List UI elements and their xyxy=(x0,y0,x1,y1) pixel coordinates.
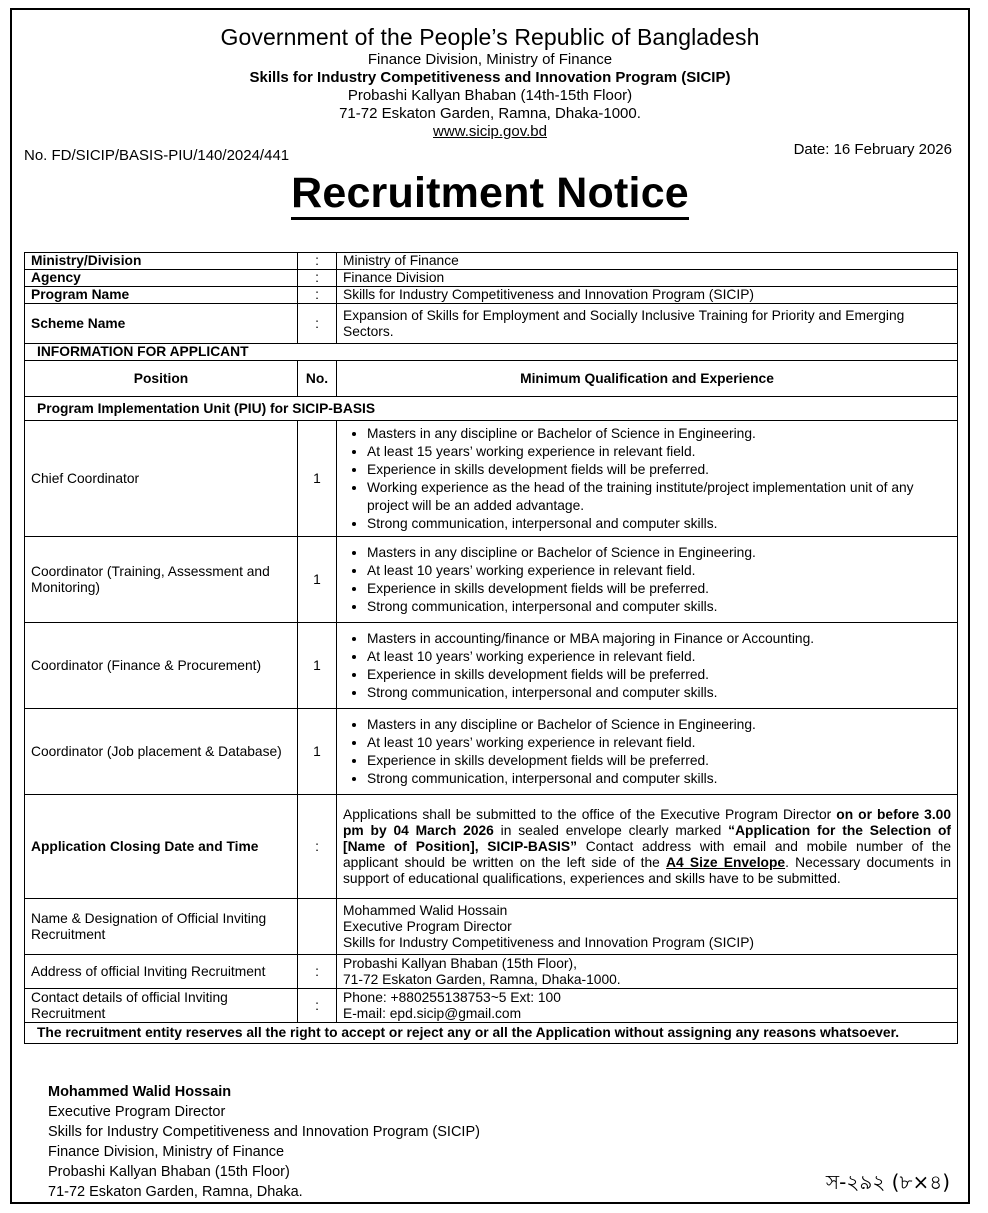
colon: : xyxy=(298,270,337,287)
colon: : xyxy=(298,955,337,989)
notice-page xyxy=(10,8,970,1204)
table-row xyxy=(25,1023,958,1044)
scheme-value: Expansion of Skills for Employment and Socially Inclusive Training for Priority and Emerging Sectors. xyxy=(337,304,958,344)
division-line: Finance Division, Ministry of Finance xyxy=(367,51,613,68)
colon: : xyxy=(298,795,337,899)
position-row xyxy=(25,623,958,709)
signatory-building: Probashi Kallyan Bhaban (15th Floor) xyxy=(48,1164,290,1180)
address-line: 71-72 Eskaton Garden, Ramna, Dhaka-1000. xyxy=(343,971,621,987)
position-count: 1 xyxy=(298,421,337,537)
qualification-item: • Experience in skills development fields will be preferred. xyxy=(367,666,951,684)
table-row xyxy=(25,361,958,397)
colon: : xyxy=(298,253,337,270)
signatory-address: 71-72 Eskaton Garden, Ramna, Dhaka. xyxy=(48,1184,303,1200)
empty-cell xyxy=(298,899,337,955)
table-row xyxy=(25,989,958,1023)
table-row xyxy=(25,955,958,989)
position-row xyxy=(25,709,958,795)
position-count: 1 xyxy=(298,537,337,623)
notice-date: Date: 16 February 2026 xyxy=(793,141,952,158)
reference-number: No. FD/SICIP/BASIS-PIU/140/2024/441 xyxy=(24,147,290,164)
signatory-division: Finance Division, Ministry of Finance xyxy=(48,1144,285,1160)
address-label: Address of official Inviting Recruitment xyxy=(25,955,298,989)
contact-label: Contact details of official Inviting Recruitment xyxy=(25,989,298,1023)
table-row xyxy=(25,397,958,421)
page-title xyxy=(12,169,968,218)
signature-block xyxy=(48,1082,480,1202)
contact-details xyxy=(337,989,958,1023)
position-count: 1 xyxy=(298,623,337,709)
qualification-item: • At least 15 years’ working experience in relevant field. xyxy=(367,443,951,461)
closing-text-part: in sealed envelope clearly marked xyxy=(493,822,729,838)
envelope-size: A4 Size Envelope xyxy=(666,854,786,870)
qualification-item: • Masters in any discipline or Bachelor of Science in Engineering. xyxy=(367,544,951,562)
address-line: 71-72 Eskaton Garden, Ramna, Dhaka-1000. xyxy=(339,105,641,122)
column-header-no: No. xyxy=(298,361,337,397)
position-qualifications xyxy=(337,623,958,709)
closing-deadline: on or before 3.00 pm by 04 March 2026 xyxy=(343,806,952,838)
piu-heading: Program Implementation Unit (PIU) for SICIP-BASIS xyxy=(25,397,958,421)
ministry-value: Ministry of Finance xyxy=(337,253,958,270)
closing-text-part: Contact address with email and mobile number of the applicant should be written on the left side of the xyxy=(343,838,951,870)
signatory-name: Mohammed Walid Hossain xyxy=(48,1084,232,1100)
position-title: Coordinator (Finance & Procurement) xyxy=(25,623,298,709)
closing-text-part: Applications shall be submitted to the office of the Executive Program Director xyxy=(343,806,837,822)
position-count: 1 xyxy=(298,709,337,795)
table-row xyxy=(25,287,958,304)
table-row xyxy=(25,344,958,361)
address-details xyxy=(337,955,958,989)
official-program: Skills for Industry Competitiveness and Innovation Program (SICIP) xyxy=(343,934,755,950)
qualification-item: • Experience in skills development fields will be preferred. xyxy=(367,580,951,598)
ad-code: স-২৯২ (৮×৪) xyxy=(825,1170,950,1194)
qualification-item: • Working experience as the head of the training institute/project implementation unit of any project will be an added advantage. xyxy=(367,479,951,515)
government-title: Government of the People’s Republic of Bangladesh xyxy=(220,24,760,50)
qualification-item: • Masters in accounting/finance or MBA majoring in Finance or Accounting. xyxy=(367,630,951,648)
recruitment-table xyxy=(24,252,958,1044)
colon: : xyxy=(298,287,337,304)
contact-email[interactable]: E-mail: epd.sicip@gmail.com xyxy=(343,1005,522,1021)
qualification-item: • Masters in any discipline or Bachelor of Science in Engineering. xyxy=(367,425,951,443)
table-row xyxy=(25,899,958,955)
position-title: Coordinator (Training, Assessment and Monitoring) xyxy=(25,537,298,623)
closing-text-part: . Necessary documents in support of educational qualifications, experiences and skills have to be submitted. xyxy=(343,854,952,886)
closing-label: Application Closing Date and Time xyxy=(25,795,298,899)
website-link[interactable]: www.sicip.gov.bd xyxy=(433,123,547,140)
closing-text xyxy=(337,795,958,899)
column-header-position: Position xyxy=(25,361,298,397)
reservation-statement: The recruitment entity reserves all the right to accept or reject any or all the Application without assigning any reasons whatsoever. xyxy=(25,1023,958,1044)
colon: : xyxy=(298,304,337,344)
program-label: Program Name xyxy=(25,287,298,304)
qualification-item: • Strong communication, interpersonal and computer skills. xyxy=(367,598,951,616)
qualification-item: • At least 10 years’ working experience in relevant field. xyxy=(367,562,951,580)
position-qualifications xyxy=(337,709,958,795)
official-designation: Executive Program Director xyxy=(343,918,512,934)
qualification-item: • Experience in skills development fields will be preferred. xyxy=(367,461,951,479)
qualification-item: • Strong communication, interpersonal and computer skills. xyxy=(367,770,951,788)
table-row xyxy=(25,795,958,899)
official-label: Name & Designation of Official Inviting Recruitment xyxy=(25,899,298,955)
signatory-program: Skills for Industry Competitiveness and Innovation Program (SICIP) xyxy=(48,1124,480,1140)
position-row xyxy=(25,537,958,623)
ministry-label: Ministry/Division xyxy=(25,253,298,270)
scheme-label: Scheme Name xyxy=(25,304,298,344)
envelope-marking: “Application for the Selection of [Name of Position], SICIP-BASIS” xyxy=(343,822,951,854)
colon: : xyxy=(298,989,337,1023)
official-details xyxy=(337,899,958,955)
column-header-qualification: Minimum Qualification and Experience xyxy=(337,361,958,397)
qualification-item: • At least 10 years’ working experience in relevant field. xyxy=(367,648,951,666)
page-title-text: Recruitment Notice xyxy=(291,169,689,220)
qualification-item: • Experience in skills development fields will be preferred. xyxy=(367,752,951,770)
agency-label: Agency xyxy=(25,270,298,287)
address-line: Probashi Kallyan Bhaban (15th Floor), xyxy=(343,955,577,971)
reference-row xyxy=(12,141,968,163)
building-line: Probashi Kallyan Bhaban (14th-15th Floor) xyxy=(347,87,633,104)
official-name: Mohammed Walid Hossain xyxy=(343,902,508,918)
program-line: Skills for Industry Competitiveness and Innovation Program (SICIP) xyxy=(249,69,731,86)
program-value: Skills for Industry Competitiveness and Innovation Program (SICIP) xyxy=(337,287,958,304)
qualification-item: • At least 10 years’ working experience in relevant field. xyxy=(367,734,951,752)
table-row xyxy=(25,304,958,344)
position-qualifications xyxy=(337,421,958,537)
position-title: Chief Coordinator xyxy=(25,421,298,537)
table-row xyxy=(25,253,958,270)
position-qualifications xyxy=(337,537,958,623)
qualification-item: • Strong communication, interpersonal and computer skills. xyxy=(367,684,951,702)
signatory-designation: Executive Program Director xyxy=(48,1104,226,1120)
contact-phone: Phone: +880255138753~5 Ext: 100 xyxy=(343,989,561,1005)
position-row xyxy=(25,421,958,537)
applicant-heading: INFORMATION FOR APPLICANT xyxy=(25,344,958,361)
table-row xyxy=(25,270,958,287)
agency-value: Finance Division xyxy=(337,270,958,287)
qualification-item: • Strong communication, interpersonal and computer skills. xyxy=(367,515,951,533)
qualification-item: • Masters in any discipline or Bachelor of Science in Engineering. xyxy=(367,716,951,734)
letterhead xyxy=(12,24,968,141)
position-title: Coordinator (Job placement & Database) xyxy=(25,709,298,795)
